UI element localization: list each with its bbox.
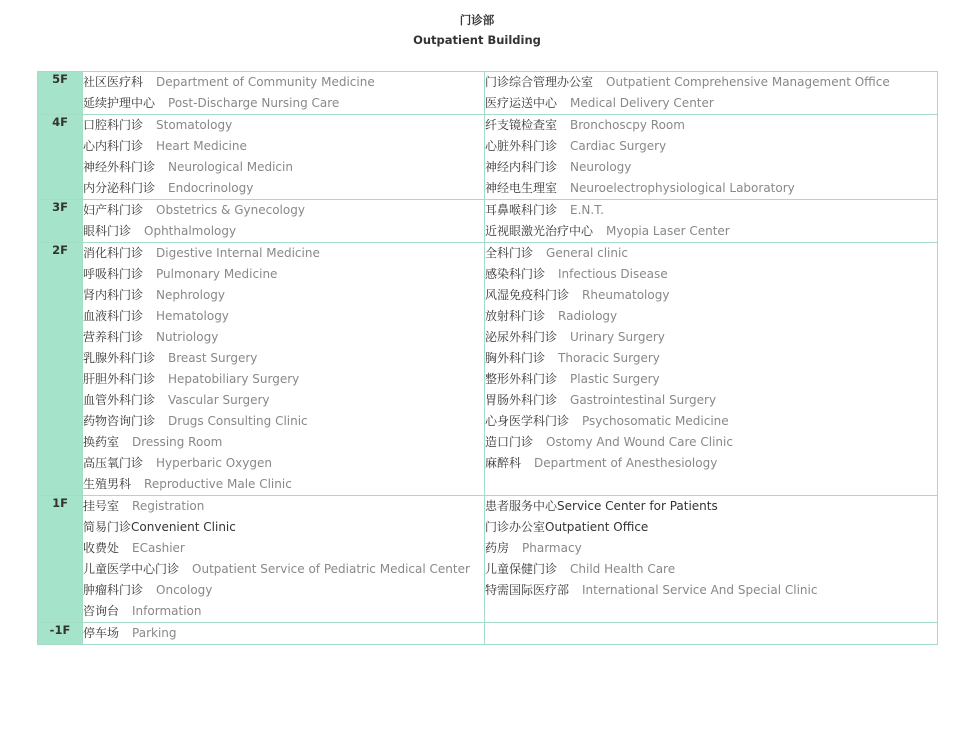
department-name-cn: 营养科门诊 <box>83 330 144 344</box>
department-name-cn: 停车场 <box>83 626 120 640</box>
department-name-en: Neuroelectrophysiological Laboratory <box>570 181 795 195</box>
department-entry <box>83 580 484 601</box>
department-entry <box>83 221 484 242</box>
department-name-cn: 简易门诊 <box>83 520 132 534</box>
floor-label: -1F <box>38 623 83 645</box>
department-entry <box>485 432 937 453</box>
department-name-en: Dressing Room <box>132 435 223 449</box>
department-name-en: E.N.T. <box>570 203 604 217</box>
department-name-cn: 耳鼻喉科门诊 <box>485 203 558 217</box>
floor-row <box>38 200 938 243</box>
department-name-cn: 血液科门诊 <box>83 309 144 323</box>
department-entry <box>83 390 484 411</box>
department-name-cn: 门诊办公室 <box>485 520 546 534</box>
department-column-right <box>485 623 938 645</box>
department-column-left <box>83 200 485 243</box>
department-name-cn: 乳腺外科门诊 <box>83 351 156 365</box>
department-name-en: Medical Delivery Center <box>570 96 714 110</box>
department-entry <box>485 200 937 221</box>
department-name-cn: 门诊综合管理办公室 <box>485 75 594 89</box>
department-name-cn: 消化科门诊 <box>83 246 144 260</box>
department-name-en: Child Health Care <box>570 562 676 576</box>
department-entry <box>83 432 484 453</box>
department-name-en: Plastic Surgery <box>570 372 660 386</box>
department-entry <box>485 411 937 432</box>
department-entry <box>485 93 937 114</box>
floor-label: 4F <box>38 115 83 200</box>
floor-row <box>38 243 938 496</box>
department-name-en: Outpatient Service of Pediatric Medical Center <box>192 562 470 576</box>
floor-directory-table <box>37 71 938 645</box>
department-name-en: Radiology <box>558 309 618 323</box>
floor-label: 1F <box>38 496 83 623</box>
department-name-en: Gastrointestinal Surgery <box>570 393 717 407</box>
department-name-en: Outpatient Office <box>545 520 649 534</box>
department-name-cn: 儿童医学中心门诊 <box>83 562 180 576</box>
department-name-en: Vascular Surgery <box>168 393 270 407</box>
department-name-cn: 肿瘤科门诊 <box>83 583 144 597</box>
department-name-en: Pulmonary Medicine <box>156 267 278 281</box>
department-name-en: Infectious Disease <box>558 267 668 281</box>
department-name-cn: 神经内科门诊 <box>485 160 558 174</box>
department-entry <box>83 200 484 221</box>
department-entry <box>485 517 937 538</box>
department-name-en: Service Center for Patients <box>557 499 718 513</box>
department-name-en: ECashier <box>132 541 185 555</box>
department-entry <box>485 306 937 327</box>
department-name-cn: 神经电生理室 <box>485 181 558 195</box>
department-entry <box>485 348 937 369</box>
department-name-cn: 近视眼激光治疗中心 <box>485 224 594 238</box>
department-entry <box>83 453 484 474</box>
department-entry <box>485 136 937 157</box>
department-name-en: Ostomy And Wound Care Clinic <box>546 435 733 449</box>
department-name-en: Post-Discharge Nursing Care <box>168 96 340 110</box>
department-name-en: Hematology <box>156 309 229 323</box>
department-name-en: Convenient Clinic <box>131 520 236 534</box>
department-name-cn: 生殖男科 <box>83 477 132 491</box>
department-name-cn: 肾内科门诊 <box>83 288 144 302</box>
department-entry <box>485 157 937 178</box>
department-name-cn: 感染科门诊 <box>485 267 546 281</box>
department-entry <box>83 93 484 114</box>
department-name-cn: 患者服务中心 <box>485 499 558 513</box>
department-column-right <box>485 496 938 623</box>
department-name-en: Information <box>132 604 202 618</box>
department-name-en: Stomatology <box>156 118 233 132</box>
department-entry <box>83 264 484 285</box>
department-name-en: Neurology <box>570 160 632 174</box>
department-name-cn: 呼吸科门诊 <box>83 267 144 281</box>
department-entry <box>83 115 484 136</box>
department-name-en: International Service And Special Clinic <box>582 583 818 597</box>
department-name-en: Registration <box>132 499 205 513</box>
department-name-en: General clinic <box>546 246 628 260</box>
department-name-en: Bronchoscpy Room <box>570 118 685 132</box>
department-entry <box>485 264 937 285</box>
department-name-cn: 社区医疗科 <box>83 75 144 89</box>
department-name-en: Obstetrics & Gynecology <box>156 203 305 217</box>
department-entry <box>83 285 484 306</box>
department-name-cn: 麻醉科 <box>485 456 522 470</box>
department-name-cn: 延续护理中心 <box>83 96 156 110</box>
department-entry <box>485 72 937 93</box>
department-entry <box>83 157 484 178</box>
department-entry <box>485 115 937 136</box>
department-name-en: Ophthalmology <box>144 224 237 238</box>
department-entry <box>485 538 937 559</box>
department-name-en: Outpatient Comprehensive Management Office <box>606 75 890 89</box>
department-name-en: Pharmacy <box>522 541 582 555</box>
department-entry <box>83 601 484 622</box>
department-column-left <box>83 623 485 645</box>
floor-label: 5F <box>38 72 83 115</box>
department-name-cn: 放射科门诊 <box>485 309 546 323</box>
department-entry <box>83 72 484 93</box>
department-entry <box>83 136 484 157</box>
department-entry <box>485 453 937 474</box>
department-entry <box>83 411 484 432</box>
department-name-en: Psychosomatic Medicine <box>582 414 729 428</box>
department-entry <box>485 580 937 601</box>
department-name-cn: 造口门诊 <box>485 435 534 449</box>
department-name-cn: 眼科门诊 <box>83 224 132 238</box>
department-name-cn: 收费处 <box>83 541 120 555</box>
department-entry <box>83 538 484 559</box>
floor-row <box>38 496 938 623</box>
department-entry <box>83 243 484 264</box>
department-name-en: Parking <box>132 626 177 640</box>
department-column-right <box>485 243 938 496</box>
department-column-right <box>485 115 938 200</box>
floor-row <box>38 72 938 115</box>
department-name-en: Hyperbaric Oxygen <box>156 456 272 470</box>
page-title-en: Outpatient Building <box>413 33 541 47</box>
department-name-cn: 风湿免疫科门诊 <box>485 288 570 302</box>
department-entry <box>485 369 937 390</box>
floor-row <box>38 623 938 645</box>
department-entry <box>83 348 484 369</box>
floor-label: 3F <box>38 200 83 243</box>
department-name-cn: 血管外科门诊 <box>83 393 156 407</box>
department-entry <box>485 496 937 517</box>
department-entry <box>83 306 484 327</box>
department-name-cn: 胸外科门诊 <box>485 351 546 365</box>
department-name-cn: 咨询台 <box>83 604 120 618</box>
floor-label: 2F <box>38 243 83 496</box>
department-entry <box>83 517 484 538</box>
department-column-left <box>83 115 485 200</box>
department-column-left <box>83 243 485 496</box>
department-entry <box>83 178 484 199</box>
department-entry <box>485 243 937 264</box>
department-name-cn: 心内科门诊 <box>83 139 144 153</box>
department-entry <box>83 327 484 348</box>
department-name-cn: 特需国际医疗部 <box>485 583 570 597</box>
department-entry <box>83 559 484 580</box>
department-name-cn: 神经外科门诊 <box>83 160 156 174</box>
page-header <box>0 11 954 51</box>
department-entry <box>83 623 484 644</box>
department-name-en: Nephrology <box>156 288 226 302</box>
department-entry <box>83 369 484 390</box>
department-name-cn: 泌尿外科门诊 <box>485 330 558 344</box>
department-name-en: Thoracic Surgery <box>558 351 660 365</box>
department-name-cn: 妇产科门诊 <box>83 203 144 217</box>
department-name-cn: 药房 <box>485 541 510 555</box>
department-name-en: Nutriology <box>156 330 219 344</box>
department-name-cn: 高压氧门诊 <box>83 456 144 470</box>
department-entry <box>485 559 937 580</box>
department-name-en: Cardiac Surgery <box>570 139 667 153</box>
department-name-cn: 整形外科门诊 <box>485 372 558 386</box>
department-name-en: Department of Anesthesiology <box>534 456 718 470</box>
department-name-en: Oncology <box>156 583 213 597</box>
department-name-en: Breast Surgery <box>168 351 258 365</box>
department-name-cn: 医疗运送中心 <box>485 96 558 110</box>
department-name-en: Drugs Consulting Clinic <box>168 414 308 428</box>
floor-directory-body <box>38 72 938 645</box>
department-name-en: Heart Medicine <box>156 139 247 153</box>
department-column-right <box>485 72 938 115</box>
department-name-en: Reproductive Male Clinic <box>144 477 292 491</box>
department-name-cn: 胃肠外科门诊 <box>485 393 558 407</box>
department-name-en: Department of Community Medicine <box>156 75 375 89</box>
department-name-en: Hepatobiliary Surgery <box>168 372 300 386</box>
department-entry <box>83 474 484 495</box>
department-name-en: Rheumatology <box>582 288 670 302</box>
department-column-left <box>83 496 485 623</box>
department-column-right <box>485 200 938 243</box>
department-entry <box>485 178 937 199</box>
department-name-cn: 全科门诊 <box>485 246 534 260</box>
department-name-cn: 内分泌科门诊 <box>83 181 156 195</box>
department-name-cn: 心脏外科门诊 <box>485 139 558 153</box>
page-title-cn: 门诊部 <box>459 13 495 27</box>
department-entry <box>485 327 937 348</box>
department-name-cn: 口腔科门诊 <box>83 118 144 132</box>
department-column-left <box>83 72 485 115</box>
floor-row <box>38 115 938 200</box>
department-name-cn: 换药室 <box>83 435 120 449</box>
department-name-en: Digestive Internal Medicine <box>156 246 320 260</box>
department-name-en: Urinary Surgery <box>570 330 665 344</box>
department-entry <box>83 496 484 517</box>
department-name-cn: 儿童保健门诊 <box>485 562 558 576</box>
department-name-en: Myopia Laser Center <box>606 224 730 238</box>
department-name-en: Endocrinology <box>168 181 254 195</box>
department-name-en: Neurological Medicin <box>168 160 293 174</box>
department-entry <box>485 221 937 242</box>
department-name-cn: 肝胆外科门诊 <box>83 372 156 386</box>
department-entry <box>485 390 937 411</box>
department-name-cn: 挂号室 <box>83 499 120 513</box>
department-entry <box>485 285 937 306</box>
department-name-cn: 纤支镜检查室 <box>485 118 558 132</box>
department-name-cn: 药物咨询门诊 <box>83 414 156 428</box>
department-name-cn: 心身医学科门诊 <box>485 414 570 428</box>
